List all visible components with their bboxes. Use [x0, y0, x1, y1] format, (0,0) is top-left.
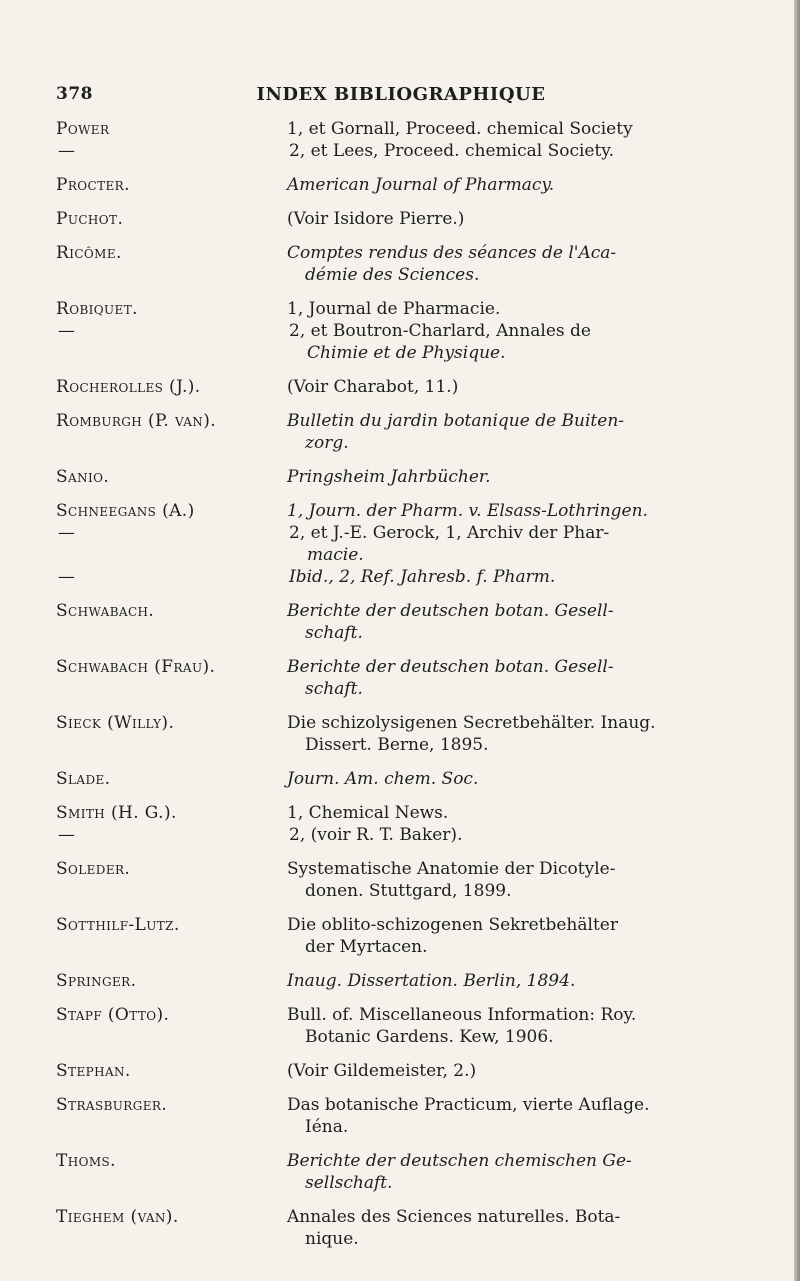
entry-reference: (Voir Charabot, 11.) [287, 377, 459, 397]
entry-author: Sieck (Willy). [56, 713, 175, 733]
entry-author: Springer. [56, 971, 137, 991]
entry-reference [287, 1094, 746, 1138]
reference-continuation: der Myrtacen. [305, 937, 428, 957]
entry-reference [289, 320, 746, 364]
reference-continuation: zorg. [305, 433, 349, 453]
reference-continuation: sellschaft. [305, 1173, 393, 1193]
entry-author: Power [56, 119, 110, 139]
entry-reference: Pringsheim Jahrbücher. [287, 467, 491, 487]
reference-line: Berichte der deutschen botan. Gesell- [287, 657, 614, 677]
index-entry [56, 824, 746, 846]
entry-reference: Ibid., 2, Ref. Jahresb. f. Pharm. [289, 567, 556, 587]
entry-reference: 2, (voir R. T. Baker). [289, 825, 463, 845]
index-entry [56, 208, 746, 230]
entry-reference [287, 410, 746, 454]
page-number: 378 [56, 84, 93, 104]
entry-author: Stephan. [56, 1061, 131, 1081]
index-entry [56, 466, 746, 488]
entry-author: Smith (H. G.). [56, 803, 177, 823]
entry-reference: 2, et Lees, Proceed. chemical Society. [289, 141, 615, 161]
index-entry [56, 1150, 746, 1194]
index-entry [56, 914, 746, 958]
reference-line: 2, et J.-E. Gerock, 1, Archiv der Phar- [289, 523, 610, 543]
index-entry [56, 970, 746, 992]
entry-reference: (Voir Isidore Pierre.) [287, 209, 465, 229]
entry-reference [289, 522, 746, 566]
index-entry [56, 768, 746, 790]
entry-author: Strasburger. [56, 1095, 168, 1115]
reference-continuation: donen. Stuttgard, 1899. [305, 881, 512, 901]
entry-reference [287, 1150, 746, 1194]
reference-continuation: Dissert. Berne, 1895. [305, 735, 489, 755]
index-entry [56, 858, 746, 902]
entry-author: Romburgh (P. van). [56, 411, 217, 431]
index-entry [56, 298, 746, 320]
entry-reference [287, 1004, 746, 1048]
index-entry [56, 522, 746, 566]
entry-author: Thoms. [56, 1151, 116, 1171]
entry-author: Rocherolles (J.). [56, 377, 201, 397]
entry-reference [287, 858, 746, 902]
index-entry [56, 600, 746, 644]
reference-line: Comptes rendus des séances de l'Aca- [287, 243, 617, 263]
page-header [56, 84, 746, 114]
entry-reference: Inaug. Dissertation. Berlin, 1894. [287, 971, 576, 991]
index-entry [56, 656, 746, 700]
entry-reference [287, 656, 746, 700]
reference-continuation: démie des Sciences. [305, 265, 480, 285]
entry-reference [287, 1206, 746, 1250]
entry-author: Puchot. [56, 209, 124, 229]
reference-line: Systematische Anatomie der Dicotyle- [287, 859, 616, 879]
index-entry [56, 1004, 746, 1048]
reference-line: Bulletin du jardin botanique de Buiten- [287, 411, 625, 431]
entry-reference [287, 914, 746, 958]
index-entry [56, 1094, 746, 1138]
reference-line: Das botanische Practicum, vierte Auflage. [287, 1095, 650, 1115]
bibliography-index [56, 118, 746, 1250]
entry-author: Robiquet. [56, 299, 138, 319]
entry-reference [287, 712, 746, 756]
entry-reference [287, 600, 746, 644]
entry-reference: 1, Journ. der Pharm. v. Elsass-Lothringen. [287, 501, 648, 521]
entry-author-ditto: — [58, 321, 76, 341]
entry-author-ditto: — [58, 141, 76, 161]
reference-line: Die schizolysigenen Secretbehälter. Inaug. [287, 713, 656, 733]
entry-reference: 1, Chemical News. [287, 803, 449, 823]
reference-line: Die oblito-schizogenen Sekretbehälter [287, 915, 618, 935]
reference-line: Bull. of. Miscellaneous Information: Roy. [287, 1005, 637, 1025]
reference-continuation: Botanic Gardens. Kew, 1906. [305, 1027, 554, 1047]
entry-author: Soleder. [56, 859, 131, 879]
reference-continuation: Iéna. [305, 1117, 349, 1137]
entry-reference: 1, et Gornall, Proceed. chemical Society [287, 119, 633, 139]
entry-author: Procter. [56, 175, 130, 195]
reference-continuation: nique. [305, 1229, 359, 1249]
reference-line: Berichte der deutschen chemischen Ge- [287, 1151, 632, 1171]
entry-author: Schwabach. [56, 601, 155, 621]
entry-author: Sotthilf-Lutz. [56, 915, 180, 935]
reference-continuation: schaft. [305, 623, 363, 643]
entry-author: Slade. [56, 769, 111, 789]
running-title: INDEX BIBLIOGRAPHIQUE [256, 84, 546, 105]
index-entry [56, 802, 746, 824]
index-entry [56, 566, 746, 588]
index-entry [56, 320, 746, 364]
entry-author: Schwabach (Frau). [56, 657, 216, 677]
entry-author: Sanio. [56, 467, 110, 487]
page-edge [794, 0, 800, 1281]
reference-line: Annales des Sciences naturelles. Bota- [287, 1207, 621, 1227]
entry-author-ditto: — [58, 523, 76, 543]
index-entry [56, 410, 746, 454]
entry-reference [287, 242, 746, 286]
entry-author: Tieghem (van). [56, 1207, 179, 1227]
entry-author: Schneegans (A.) [56, 501, 195, 521]
entry-author-ditto: — [58, 825, 76, 845]
index-entry [56, 1060, 746, 1082]
entry-reference: 1, Journal de Pharmacie. [287, 299, 501, 319]
reference-continuation: Chimie et de Physique. [307, 343, 506, 363]
entry-author-ditto: — [58, 567, 76, 587]
index-entry [56, 118, 746, 140]
reference-continuation: schaft. [305, 679, 363, 699]
index-entry [56, 500, 746, 522]
index-entry [56, 174, 746, 196]
entry-reference: (Voir Gildemeister, 2.) [287, 1061, 477, 1081]
entry-reference: Journ. Am. chem. Soc. [287, 769, 479, 789]
reference-line: Berichte der deutschen botan. Gesell- [287, 601, 614, 621]
entry-reference: American Journal of Pharmacy. [287, 175, 555, 195]
index-entry [56, 140, 746, 162]
index-entry [56, 712, 746, 756]
index-entry [56, 1206, 746, 1250]
index-entry [56, 242, 746, 286]
entry-author: Stapf (Otto). [56, 1005, 170, 1025]
index-entry [56, 376, 746, 398]
reference-continuation: macie. [307, 545, 364, 565]
entry-author: Ricôme. [56, 243, 122, 263]
reference-line: 2, et Boutron-Charlard, Annales de [289, 321, 591, 341]
